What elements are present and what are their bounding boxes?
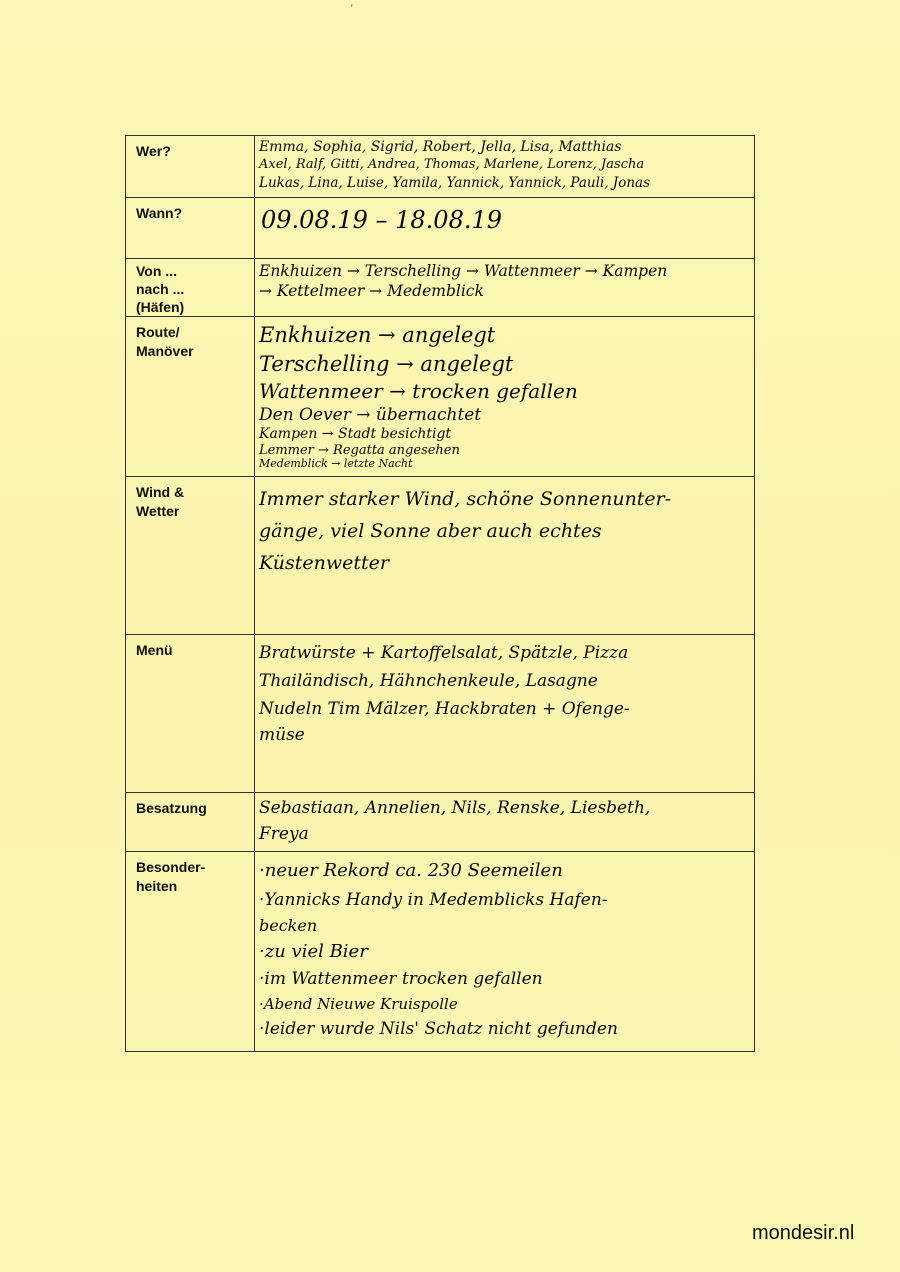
menu-line-4: müse bbox=[259, 725, 305, 745]
row-who bbox=[126, 136, 755, 198]
label-weather: Wind & Wetter bbox=[126, 477, 255, 635]
crew-line-2: Freya bbox=[259, 824, 309, 844]
menu-line-2: Thailändisch, Hähnchenkeule, Lasagne bbox=[259, 671, 598, 691]
special-line-1: ·neuer Rekord ca. 230 Seemeilen bbox=[259, 860, 563, 881]
content-crew bbox=[255, 793, 755, 852]
content-weather bbox=[255, 477, 755, 635]
label-when: Wann? bbox=[126, 198, 255, 259]
label-menu: Menü bbox=[126, 635, 255, 793]
crew-line-1: Sebastiaan, Annelien, Nils, Renske, Liesbeth, bbox=[259, 798, 651, 818]
who-line-2: Axel, Ralf, Gitti, Andrea, Thomas, Marlene, Lorenz, Jascha bbox=[259, 157, 645, 172]
row-when bbox=[126, 198, 755, 259]
route-line-6: Lemmer → Regatta angesehen bbox=[259, 443, 460, 458]
menu-line-3: Nudeln Tim Mälzer, Hackbraten + Ofenge- bbox=[259, 699, 630, 719]
content-menu bbox=[255, 635, 755, 793]
content-ports bbox=[255, 259, 755, 317]
label-special: Besonder- heiten bbox=[126, 852, 255, 1052]
ports-line-1: Enkhuizen → Terschelling → Wattenmeer → Kampen bbox=[259, 262, 668, 280]
special-line-6: ·Abend Nieuwe Kruispolle bbox=[259, 995, 458, 1013]
row-special bbox=[126, 852, 755, 1052]
weather-line-2: gänge, viel Sonne aber auch echtes bbox=[259, 520, 602, 542]
special-line-2: ·Yannicks Handy in Medemblicks Hafen- bbox=[259, 890, 608, 910]
row-route bbox=[126, 317, 755, 477]
content-who bbox=[255, 136, 755, 198]
special-line-4: ·zu viel Bier bbox=[259, 941, 368, 962]
scan-mark: ‘ bbox=[350, 2, 354, 15]
content-route bbox=[255, 317, 755, 477]
special-line-7: ·leider wurde Nils' Schatz nicht gefunden bbox=[259, 1019, 618, 1039]
menu-line-1: Bratwürste + Kartoffelsalat, Spätzle, Pizza bbox=[259, 643, 629, 663]
row-menu bbox=[126, 635, 755, 793]
row-crew bbox=[126, 793, 755, 852]
who-line-3: Lukas, Lina, Luise, Yamila, Yannick, Yannick, Pauli, Jonas bbox=[259, 175, 650, 191]
weather-line-1: Immer starker Wind, schöne Sonnenunter- bbox=[259, 488, 672, 510]
who-line-1: Emma, Sophia, Sigrid, Robert, Jella, Lisa, Matthias bbox=[259, 139, 622, 155]
when-dates: 09.08.19 – 18.08.19 bbox=[261, 206, 503, 234]
label-ports: Von ... nach ... (Häfen) bbox=[126, 259, 255, 317]
content-when bbox=[255, 198, 755, 259]
route-line-1: Enkhuizen → angelegt bbox=[259, 323, 496, 347]
sailing-log-table bbox=[125, 135, 755, 1052]
content-special bbox=[255, 852, 755, 1052]
label-route: Route/ Manöver bbox=[126, 317, 255, 477]
route-line-3: Wattenmeer → trocken gefallen bbox=[259, 379, 578, 403]
special-line-5: ·im Wattenmeer trocken gefallen bbox=[259, 969, 543, 989]
ports-line-2: → Kettelmeer → Medemblick bbox=[259, 282, 484, 300]
route-line-4: Den Oever → übernachtet bbox=[259, 405, 482, 425]
weather-line-3: Küstenwetter bbox=[259, 552, 389, 574]
route-line-7: Medemblick → letzte Nacht bbox=[259, 457, 413, 470]
row-ports bbox=[126, 259, 755, 317]
row-weather bbox=[126, 477, 755, 635]
route-line-2: Terschelling → angelegt bbox=[259, 352, 514, 376]
watermark: mondesir.nl bbox=[752, 1222, 855, 1244]
special-line-3: becken bbox=[259, 916, 318, 935]
label-crew: Besatzung bbox=[126, 793, 255, 852]
label-who: Wer? bbox=[126, 136, 255, 198]
route-line-5: Kampen → Stadt besichtigt bbox=[259, 426, 452, 442]
